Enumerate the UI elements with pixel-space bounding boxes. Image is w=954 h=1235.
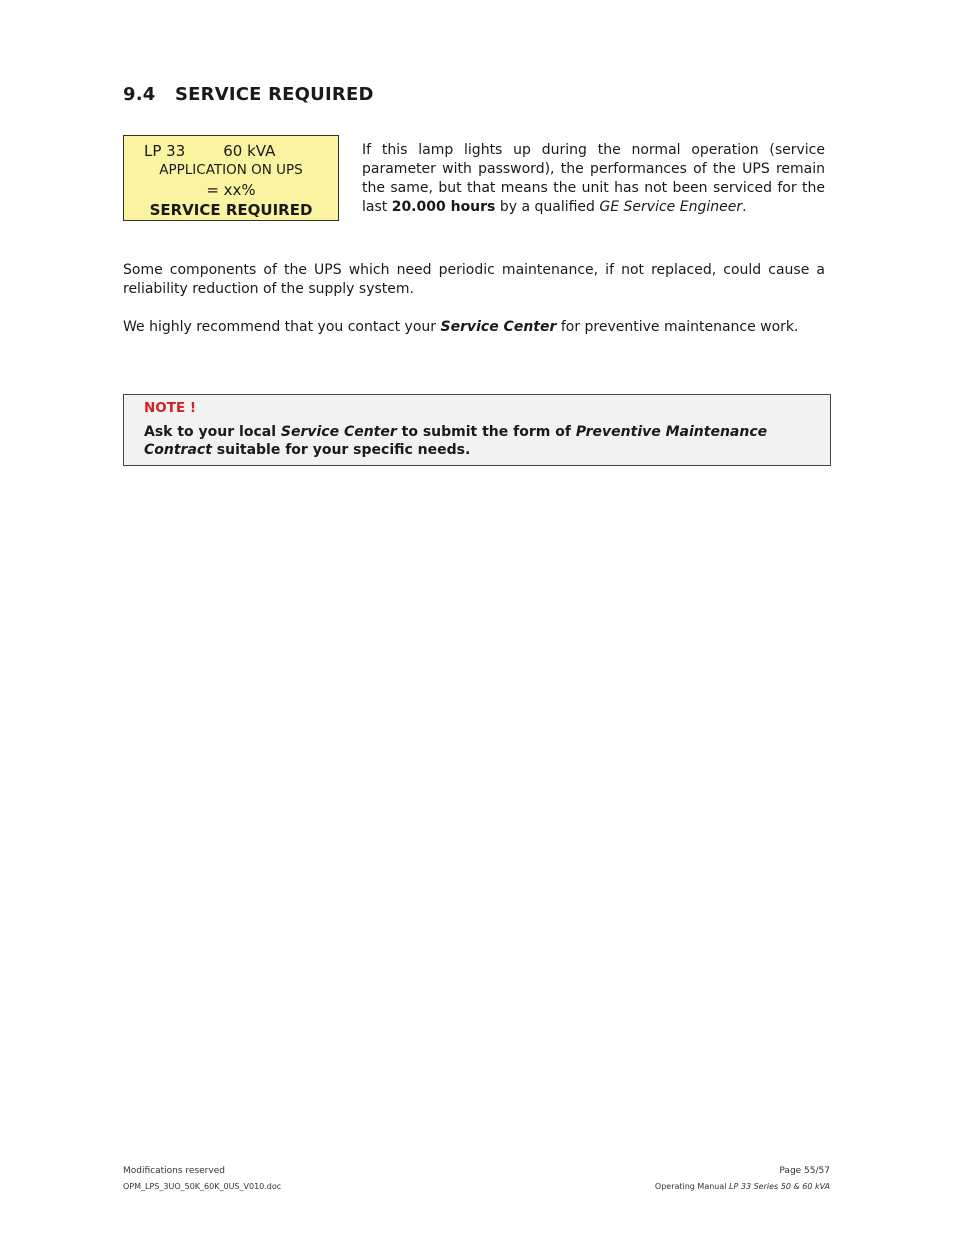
hours-value: 20.000 hours <box>391 199 496 215</box>
lcd-rating: 60 kVA <box>223 142 276 160</box>
lcd-row-application: APPLICATION ON UPS <box>159 162 303 178</box>
maintenance-paragraph: Some components of the UPS which need periodic maintenance, if not replaced, could cause a reliability reduction of the supply system. <box>123 262 825 297</box>
section-number: 9.4 <box>123 84 156 105</box>
lcd-display-panel <box>123 135 339 221</box>
lcd-row-load: = xx% <box>206 181 256 199</box>
lcd-row-status: SERVICE REQUIRED <box>149 201 313 219</box>
lcd-model: LP 33 <box>144 142 186 160</box>
lcd-row-model <box>144 142 275 160</box>
section-heading <box>123 84 374 105</box>
footer-modifications: Modifications reserved <box>123 1166 225 1176</box>
lamp-description: If this lamp lights up during the normal operation (service parameter with password), the performances of the UPS remain the same, but that means the unit has not been serviced for the last 20.000 hours by a qualified GE Service Engineer. <box>362 142 825 215</box>
service-center-term: Service Center <box>440 319 557 335</box>
note-body: Ask to your local Service Center to submit the form of Preventive Maintenance Contract suitable for your specific needs. <box>144 424 768 458</box>
note-title: NOTE ! <box>144 400 197 416</box>
recommendation-paragraph: We highly recommend that you contact your Service Center for preventive maintenance work. <box>123 319 799 335</box>
footer-filename: OPM_LPS_3UO_50K_60K_0US_V010.doc <box>123 1182 282 1191</box>
section-title: SERVICE REQUIRED <box>175 84 374 105</box>
note-box <box>123 394 831 466</box>
engineer-term: GE Service Engineer <box>599 199 743 215</box>
footer-page-number: Page 55/57 <box>779 1166 830 1176</box>
footer-manual-title: Operating Manual LP 33 Series 50 & 60 kVA <box>654 1182 830 1191</box>
